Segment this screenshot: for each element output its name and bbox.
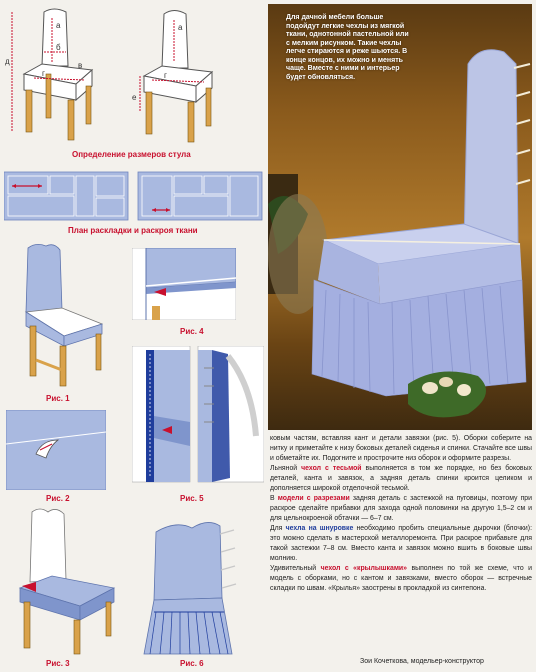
dim-label-d: д: [5, 57, 10, 66]
caption-fig2: Рис. 2: [46, 494, 70, 503]
caption-fig6: Рис. 6: [180, 659, 204, 668]
p5-start: Удивительный: [270, 565, 321, 572]
article-paragraph-3: [270, 494, 532, 524]
p2-highlight: чехол с тесьмой: [301, 465, 362, 472]
article-paragraph-1: ковым частям, вставляя кант и детали завязки (рис. 5). Оборки соберите на нитку и приметайте к низу боковых деталей сиденья и спинки. Стачайте все швы и обметайте их. Подогните и прострочите низ оборок и оформите разрезы.: [270, 435, 532, 462]
figure-5-piping-detail: [132, 346, 264, 486]
dim-label-e: е: [132, 93, 137, 102]
figure-2-corner-detail: [6, 410, 106, 490]
p3-start: В: [270, 495, 278, 502]
figure-4-seat-detail: [132, 248, 236, 320]
dim-label-a: а: [56, 21, 61, 30]
caption-fig1: Рис. 1: [46, 394, 70, 403]
caption-dimensions: Определение размеров стула: [72, 150, 191, 159]
figure-1-chair: [6, 240, 124, 392]
figure-3-chair-cover: [6, 506, 126, 656]
article-paragraph-2: [270, 464, 532, 494]
chair-cover-photo: [268, 4, 532, 430]
dimension-chair-left: [5, 9, 92, 140]
article-body: [270, 434, 532, 594]
figure-6-skirted-cover: [136, 512, 256, 660]
fabric-layout-plan: [4, 166, 266, 224]
photo-caption-text: Для дачной мебели больше подойдут легкие чехлы из мягкой ткани, однотонной пастельной или с мелким рисунком. Такие чехлы легче стираются и реже шьются. В конце концов, их можно и менять чаще. Вместе с ними и интерьер будет обновляться.: [286, 14, 409, 81]
fabric-panel-right: [138, 172, 262, 220]
article-paragraph-5: [270, 564, 532, 594]
caption-fig4: Рис. 4: [180, 327, 204, 336]
caption-fig5: Рис. 5: [180, 494, 204, 503]
p4-start: Для: [270, 525, 286, 532]
caption-fig3: Рис. 3: [46, 659, 70, 668]
caption-layout-plan: План раскладки и раскроя ткани: [68, 226, 198, 235]
dim-label-g: г: [42, 69, 45, 78]
article-paragraph-4: [270, 524, 532, 564]
p4-highlight: чехла на шнуровке: [285, 525, 354, 532]
p4-rest: необходимо пробить специальные дырочки (блочки): это можно сделать в мастерской металлоремонта. При раскрое прибавьте для такой застежки 7–8 см. Вместо канта и завязок можно вшить в боковые швы молнию.: [270, 525, 532, 562]
p5-rest: выполнен по той же схеме, что и модель с оборками, но с кантом и завязками, вместо оборок — встречные складки по швам. «Крылья» заострены в прокладкой из синтепона.: [270, 565, 532, 592]
p3-rest: задняя деталь с застежкой на пуговицы, поэтому при раскрое сделайте прибавки для захода одной половинки на другую 1,5–2 см и для цельнокроеной обтачки — 6–7 см.: [270, 495, 532, 522]
chair-dimension-diagrams: [4, 4, 266, 150]
p3-highlight: модели с разрезами: [277, 495, 350, 502]
fabric-panel-left: [4, 172, 128, 220]
p2-rest: выполняется в том же порядке, но без боковых деталей, канта и завязок, а задняя деталь спинки кроится целиком и дополняется широкой отделочной тесьмой.: [270, 465, 532, 492]
p5-highlight: чехол с «крылышками»: [320, 565, 407, 572]
dim-label-v: в: [78, 61, 83, 70]
dim-label-b: б: [56, 43, 61, 52]
dimension-chair-right: [132, 11, 212, 143]
p2-start: Льняной: [270, 465, 302, 472]
author-credit: Зои Кочеткова, модельер-конструктор: [360, 658, 484, 665]
dim-label-g-right: г: [164, 71, 167, 80]
dim-label-a-right: а: [178, 23, 183, 32]
